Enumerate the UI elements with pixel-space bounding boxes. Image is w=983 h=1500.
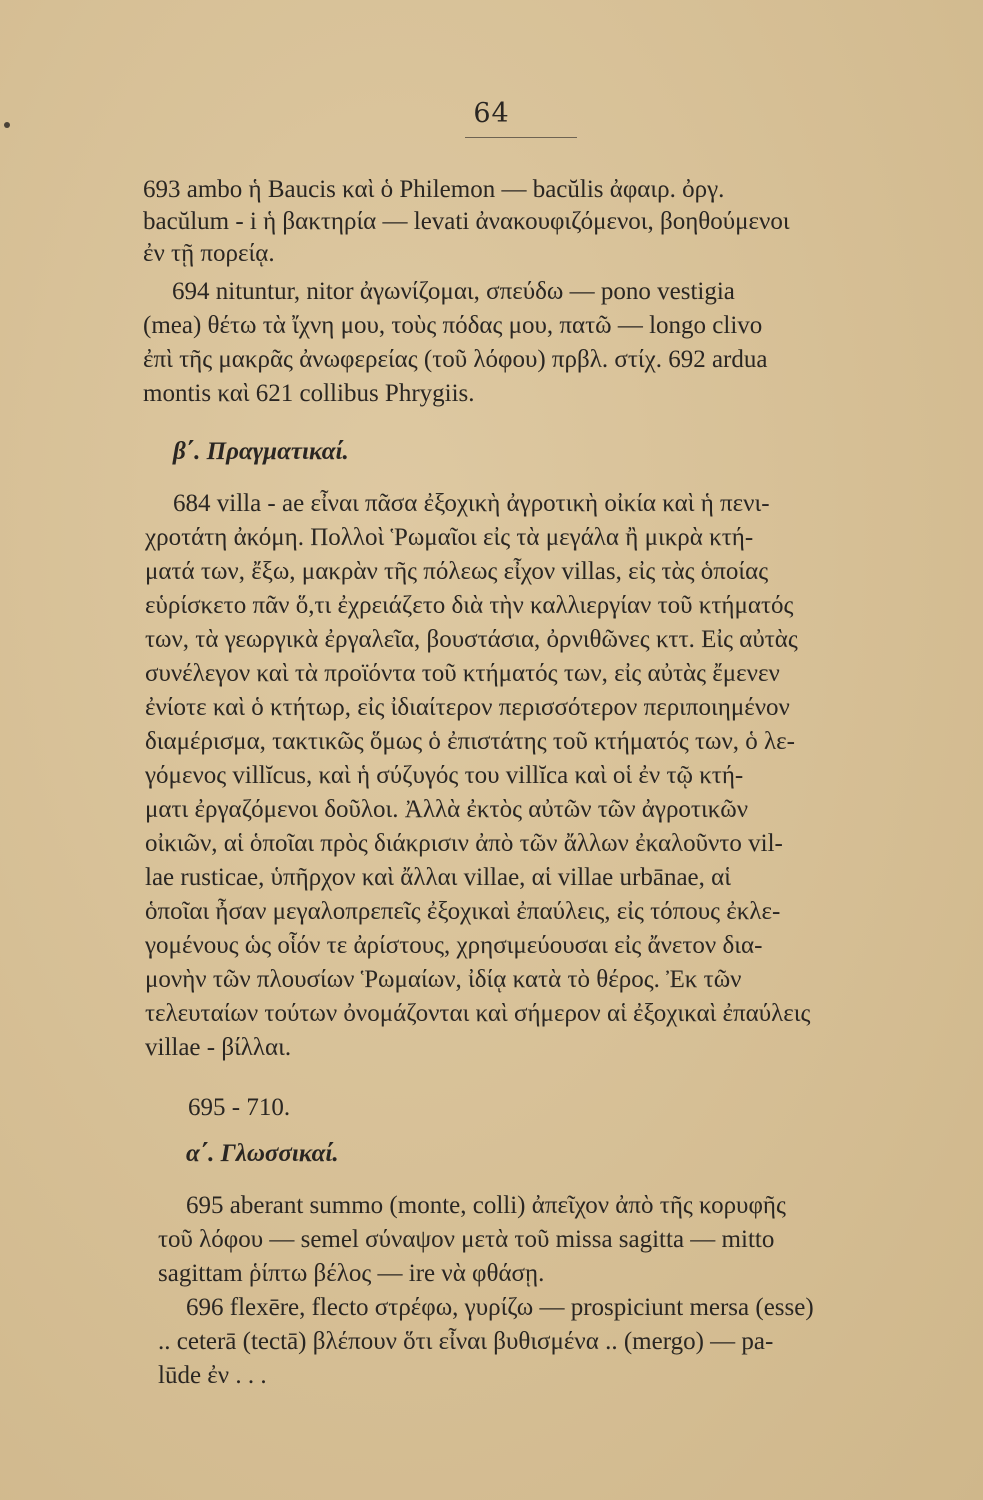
- section-range: 695 - 710.: [188, 1094, 291, 1121]
- text-line: bacŭlum - i ἡ βακτηρία — levati ἀνακουφιζόμενοι, βοηθούμενοι: [143, 208, 790, 235]
- text-line: 694 nituntur, nitor ἀγωνίζομαι, σπεύδω — pono vestigia: [172, 278, 735, 305]
- text-line: τελευταίων τούτων ὀνομάζονται καὶ σήμερον αἱ ἐξοχικαὶ ἐπαύλεις: [145, 1000, 811, 1027]
- text-line: .. ceterā (tectā) βλέπουν ὅτι εἶναι βυθισμένα .. (mergo) — pa-: [158, 1328, 774, 1355]
- page-number: 64: [473, 98, 510, 129]
- text-line: τοῦ λόφου — semel σύναψον μετὰ τοῦ missa sagitta — mitto: [158, 1226, 775, 1253]
- section-heading-glossikai: α΄. Γλωσσικαί.: [186, 1140, 339, 1167]
- text-line: οἰκιῶν, αἱ ὁποῖαι πρὸς διάκρισιν ἀπὸ τῶν ἄλλων ἐκαλοῦντο vil-: [145, 830, 783, 857]
- text-line: ματι ἐργαζόμενοι δοῦλοι. Ἀλλὰ ἐκτὸς αὐτῶν τῶν ἀγροτικῶν: [145, 796, 749, 823]
- text-line: montis καὶ 621 collibus Phrygiis.: [143, 380, 475, 407]
- text-line: εὑρίσκετο πᾶν ὅ,τι ἐχρειάζετο διὰ τὴν καλλιεργίαν τοῦ κτήματός: [145, 592, 794, 619]
- text-line: sagittam ῥίπτω βέλος — ire νὰ φθάσῃ.: [158, 1260, 545, 1287]
- text-line: ματά των, ἔξω, μακρὰν τῆς πόλεως εἶχον villas, εἰς τὰς ὁποίας: [145, 558, 769, 585]
- text-line: (mea) θέτω τὰ ἴχνη μου, τοὺς πόδας μου, πατῶ — longo clivo: [143, 312, 763, 339]
- text-line: 696 flexēre, flecto στρέφω, γυρίζω — prospiciunt mersa (esse): [186, 1294, 814, 1321]
- text-line: lae rusticae, ὑπῆρχον καὶ ἄλλαι villae, αἱ villae urbānae, αἱ: [145, 864, 731, 891]
- text-line: 693 ambo ἡ Baucis καὶ ὁ Philemon — bacŭlis ἀφαιρ. ὀργ.: [143, 176, 725, 203]
- text-line: ἐν τῇ πορείᾳ.: [143, 240, 275, 267]
- text-line: 684 villa - ae εἶναι πᾶσα ἐξοχικὴ ἀγροτικὴ οἰκία καὶ ἡ πενι-: [173, 490, 770, 517]
- text-line: 695 aberant summo (monte, colli) ἀπεῖχον ἀπὸ τῆς κορυφῆς: [186, 1192, 786, 1219]
- text-line: χροτάτη ἀκόμη. Πολλοὶ Ῥωμαῖοι εἰς τὰ μεγάλα ἢ μικρὰ κτή-: [145, 524, 754, 551]
- text-line: lūde ἐν . . .: [158, 1362, 267, 1389]
- text-line: διαμέρισμα, τακτικῶς ὅμως ὁ ἐπιστάτης τοῦ κτήματός των, ὁ λε-: [145, 728, 795, 755]
- page-number-rule: [465, 137, 577, 138]
- text-line: ἐπὶ τῆς μακρᾶς ἀνωφερείας (τοῦ λόφου) πρβλ. στίχ. 692 ardua: [143, 346, 768, 373]
- section-heading-pragmatikai: β΄. Πραγματικαί.: [173, 438, 349, 465]
- text-line: villae - βίλλαι.: [145, 1034, 292, 1061]
- text-line: ἐνίοτε καὶ ὁ κτήτωρ, εἰς ἰδιαίτερον περισσότερον περιποιημένον: [145, 694, 790, 721]
- text-line: γόμενος villĭcus, καὶ ἡ σύζυγός του villĭca καὶ οἱ ἐν τῷ κτή-: [145, 762, 744, 789]
- text-line: ὁποῖαι ἦσαν μεγαλοπρεπεῖς ἐξοχικαὶ ἐπαύλεις, εἰς τόπους ἐκλε-: [145, 898, 781, 925]
- text-line: γομένους ὡς οἷόν τε ἀρίστους, χρησιμεύουσαι εἰς ἄνετον δια-: [145, 932, 763, 959]
- text-line: μονὴν τῶν πλουσίων Ῥωμαίων, ἰδίᾳ κατὰ τὸ θέρος. Ἐκ τῶν: [145, 966, 742, 993]
- text-line: των, τὰ γεωργικὰ ἐργαλεῖα, βουστάσια, ὀρνιθῶνες κττ. Εἰς αὐτὰς: [145, 626, 798, 653]
- text-line: συνέλεγον καὶ τὰ προϊόντα τοῦ κτήματός των, εἰς αὐτὰς ἔμενεν: [145, 660, 780, 687]
